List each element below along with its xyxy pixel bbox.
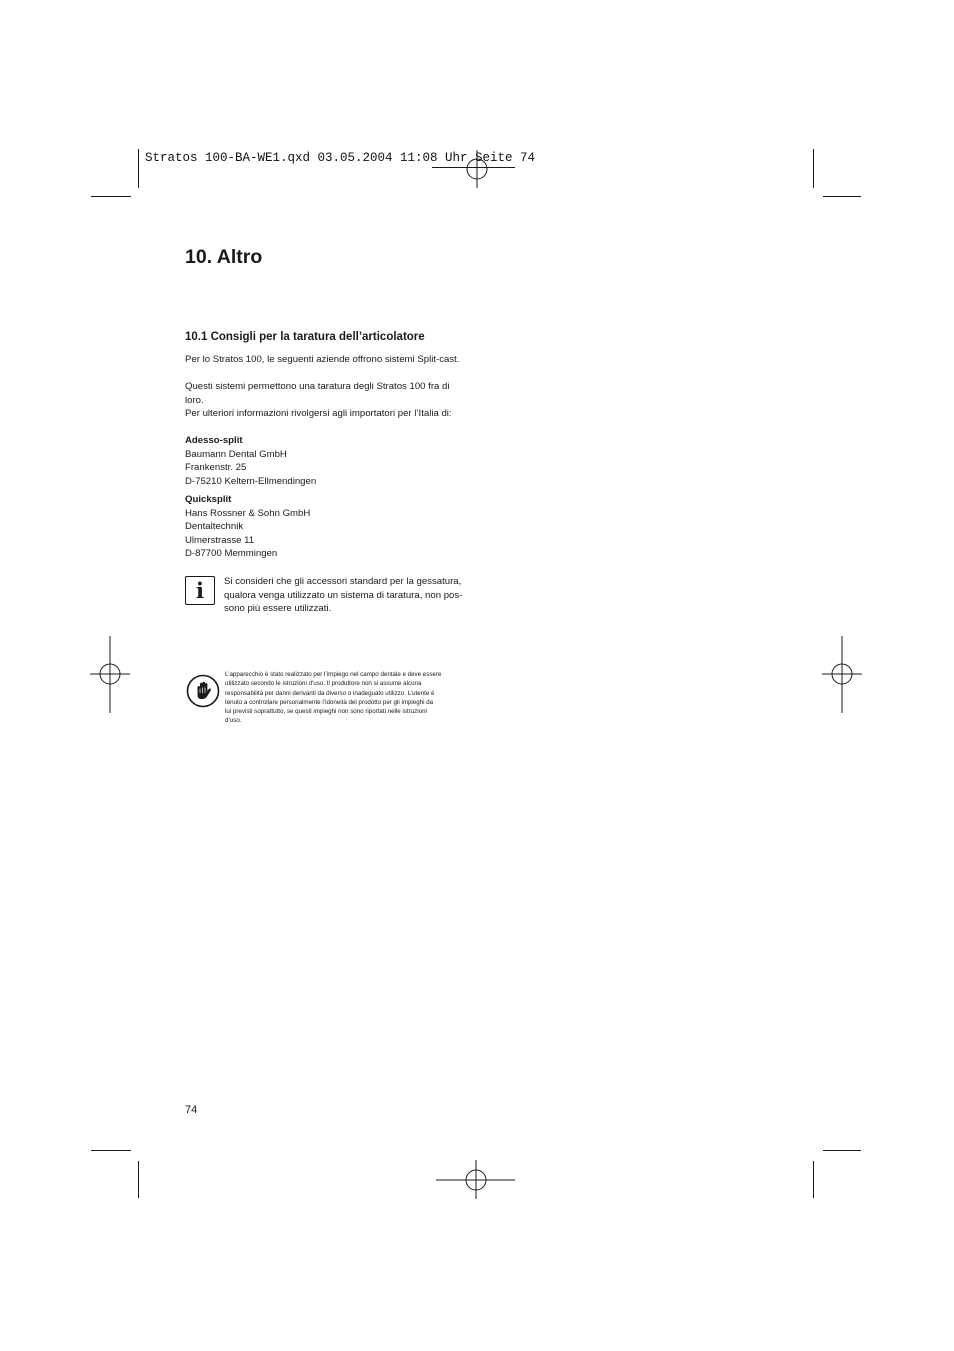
warning-line: d’uso. [225, 717, 242, 725]
company-name: Adesso-split [185, 435, 243, 446]
warning-line: responsabilità per danni derivanti da diverso o inadeguato utilizzo. L’utente è [225, 689, 435, 697]
crop-mark [813, 1161, 814, 1198]
body-line: loro. [185, 394, 204, 406]
registration-mark-right [821, 636, 863, 714]
note-line: sono più essere utilizzati. [224, 603, 332, 614]
company-line: Dentaltechnik [185, 521, 244, 532]
company-quicksplit [185, 493, 310, 561]
company-adesso-split [185, 434, 316, 488]
hand-stop-icon [186, 674, 220, 708]
crop-mark [823, 1150, 861, 1151]
registration-mark-bottom [436, 1160, 516, 1200]
warning-line: tenuto a controllare personalmente l’idoneità del prodotto per gli impieghi da [225, 698, 434, 706]
info-note [224, 575, 462, 616]
company-line: Baumann Dental GmbH [185, 448, 287, 460]
registration-mark-left [90, 636, 132, 714]
body-line: Per ulteriori informazioni rivolgersi agli importatori per l’Italia di: [185, 408, 452, 419]
company-line: D-87700 Memmingen [185, 548, 278, 559]
registration-mark-top [455, 150, 499, 190]
section-title: 10.1 Consigli per la taratura dell’articolatore [185, 331, 425, 343]
body-line: Questi sistemi permettono una taratura degli Stratos 100 fra di [185, 381, 450, 392]
warning-line: lui previsti soprattutto, se questi impieghi non sono riportati nelle istruzioni [225, 708, 427, 716]
page-number: 74 [185, 1104, 198, 1116]
section-intro: Per lo Stratos 100, le seguenti aziende offrono sistemi Split-cast. [185, 354, 460, 365]
crop-mark [138, 149, 139, 188]
section-body [185, 380, 452, 421]
company-name: Quicksplit [185, 494, 232, 505]
company-line: D-75210 Keltern-Ellmendingen [185, 475, 317, 487]
warning-line: L’apparecchio è stato realizzato per l’impiego nel campo dentale e deve essere [225, 671, 442, 678]
crop-mark [91, 196, 131, 197]
warning-note [225, 670, 441, 726]
note-line: Si consideri che gli accessori standard per la gessatura, [224, 576, 462, 587]
info-icon [185, 576, 215, 605]
chapter-title: 10. Altro [185, 246, 263, 268]
warning-line: utilizzato secondo le istruzioni d’uso. Il produttore non si assume alcuna [225, 680, 422, 688]
crop-mark [138, 1161, 139, 1198]
company-line: Frankenstr. 25 [185, 462, 247, 473]
info-glyph: i [196, 578, 204, 603]
company-line: Hans Rossner & Sohn GmbH [185, 507, 311, 519]
note-line: qualora venga utilizzato un sistema di taratura, non pos- [224, 589, 463, 601]
crop-mark [823, 196, 861, 197]
crop-mark [813, 149, 814, 188]
print-slug: Stratos 100-BA-WE1.qxd 03.05.2004 11:08 Uhr Seite 74 [145, 151, 536, 165]
crop-mark [91, 1150, 131, 1151]
company-line: Ulmerstrasse 11 [185, 534, 255, 546]
